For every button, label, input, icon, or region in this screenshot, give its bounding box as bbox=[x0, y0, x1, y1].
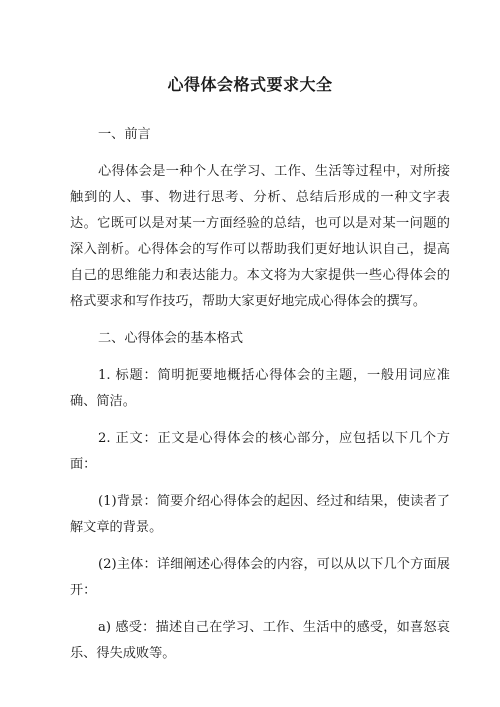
document-body bbox=[70, 122, 450, 678]
paragraph-intro: 心得体会是一种个人在学习、工作、生活等过程中，对所接触到的人、事、物进行思考、分析、总结后形成的一种文字表达。它既可以是对某一方面经验的总结，也可以是对某一问题的深入剖析。心得体会的写作可以帮助我们更好地认识自己，提高自己的思维能力和表达能力。本文将为大家提供一些心得体会的格式要求和写作技巧，帮助大家更好地完成心得体会的撰写。 bbox=[70, 164, 450, 309]
paragraph-title-item: 1. 标题：简明扼要地概括心得体会的主题，一般用词应准确、简洁。 bbox=[70, 368, 450, 409]
paragraph-main-body: (2)主体：详细阐述心得体会的内容，可以从以下几个方面展开： bbox=[70, 557, 450, 598]
paragraph-body-item: 2. 正文：正文是心得体会的核心部分，应包括以下几个方面： bbox=[70, 431, 450, 472]
paragraph-feelings: a) 感受：描述自己在学习、工作、生活中的感受，如喜怒哀乐、得失成败等。 bbox=[70, 620, 450, 661]
paragraph-background: (1)背景：简要介绍心得体会的起因、经过和结果，使读者了解文章的背景。 bbox=[70, 494, 450, 535]
document-title: 心得体会格式要求大全 bbox=[167, 75, 333, 94]
section-heading-preface: 一、前言 bbox=[98, 127, 151, 142]
section-heading-basic-format: 二、心得体会的基本格式 bbox=[98, 331, 244, 346]
